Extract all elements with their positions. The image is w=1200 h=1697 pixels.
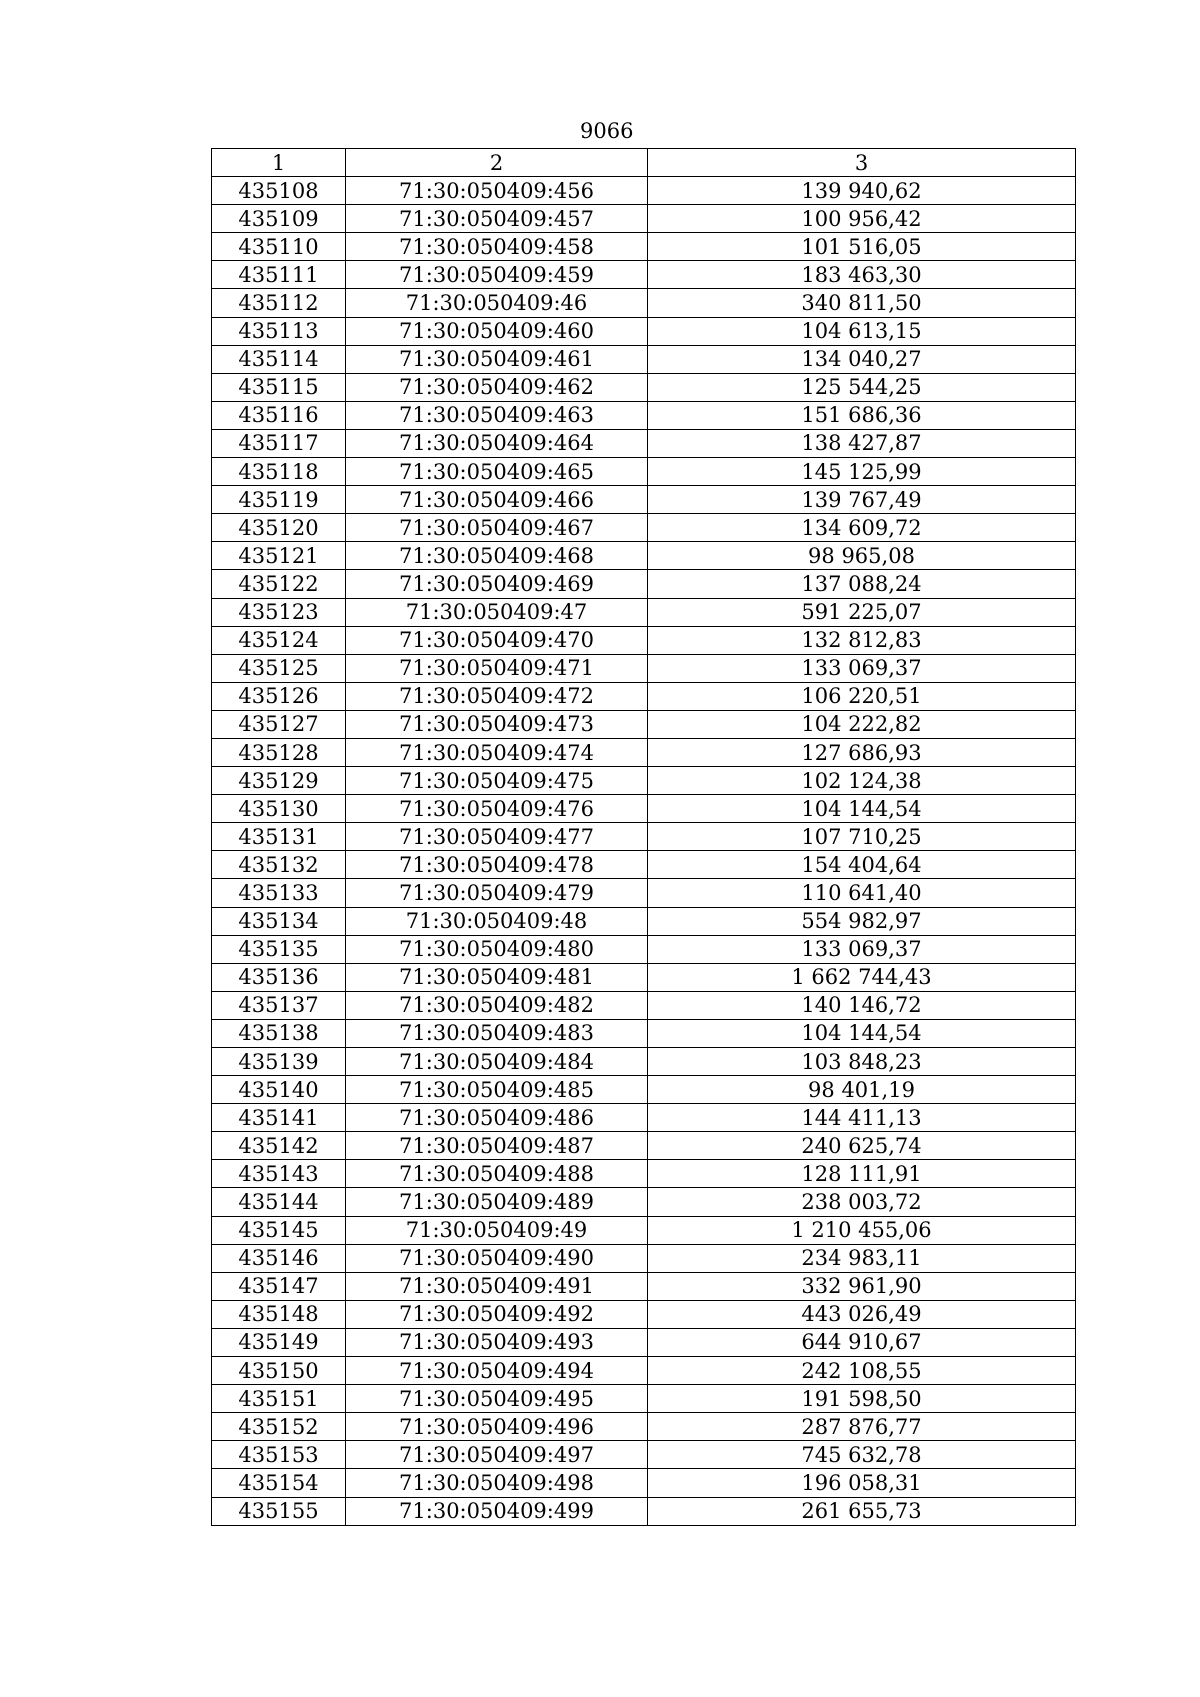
- table-row: [212, 935, 1076, 963]
- cadastral-number-cell: 71:30:050409:475: [346, 767, 648, 795]
- table-row: [212, 963, 1076, 991]
- table-row: [212, 1272, 1076, 1300]
- cadastral-number-cell: 71:30:050409:476: [346, 795, 648, 823]
- cadastral-value-cell: 110 641,40: [648, 879, 1076, 907]
- cadastral-number-cell: 71:30:050409:461: [346, 345, 648, 373]
- cadastral-number-cell: 71:30:050409:493: [346, 1328, 648, 1356]
- cadastral-number-cell: 71:30:050409:495: [346, 1385, 648, 1413]
- cadastral-number-cell: 71:30:050409:481: [346, 963, 648, 991]
- table-row: [212, 486, 1076, 514]
- row-number-cell: 435154: [212, 1469, 346, 1497]
- cadastral-value-cell: 261 655,73: [648, 1497, 1076, 1525]
- cadastral-value-cell: 554 982,97: [648, 907, 1076, 935]
- row-number-cell: 435113: [212, 317, 346, 345]
- cadastral-number-cell: 71:30:050409:490: [346, 1244, 648, 1272]
- cadastral-number-cell: 71:30:050409:487: [346, 1132, 648, 1160]
- cadastral-value-cell: 104 222,82: [648, 710, 1076, 738]
- row-number-cell: 435146: [212, 1244, 346, 1272]
- row-number-cell: 435116: [212, 401, 346, 429]
- cadastral-number-cell: 71:30:050409:46: [346, 289, 648, 317]
- cadastral-value-cell: 132 812,83: [648, 626, 1076, 654]
- row-number-cell: 435128: [212, 738, 346, 766]
- cadastral-value-cell: 104 613,15: [648, 317, 1076, 345]
- cadastral-number-cell: 71:30:050409:465: [346, 458, 648, 486]
- table-row: [212, 598, 1076, 626]
- cadastral-number-cell: 71:30:050409:463: [346, 401, 648, 429]
- cadastral-value-cell: 103 848,23: [648, 1048, 1076, 1076]
- row-number-cell: 435140: [212, 1076, 346, 1104]
- cadastral-number-cell: 71:30:050409:464: [346, 429, 648, 457]
- table-row: [212, 1300, 1076, 1328]
- table-body: [212, 177, 1076, 1526]
- cadastral-value-cell: 1 210 455,06: [648, 1216, 1076, 1244]
- table-row: [212, 429, 1076, 457]
- cadastral-value-cell: 127 686,93: [648, 738, 1076, 766]
- cadastral-number-cell: 71:30:050409:496: [346, 1413, 648, 1441]
- row-number-cell: 435155: [212, 1497, 346, 1525]
- cadastral-number-cell: 71:30:050409:478: [346, 851, 648, 879]
- table-row: [212, 654, 1076, 682]
- table-row: [212, 626, 1076, 654]
- cadastral-value-cell: 139 767,49: [648, 486, 1076, 514]
- cadastral-value-cell: 196 058,31: [648, 1469, 1076, 1497]
- cadastral-number-cell: 71:30:050409:469: [346, 570, 648, 598]
- table-row: [212, 1244, 1076, 1272]
- cadastral-number-cell: 71:30:050409:471: [346, 654, 648, 682]
- cadastral-value-cell: 104 144,54: [648, 795, 1076, 823]
- row-number-cell: 435153: [212, 1441, 346, 1469]
- cadastral-value-cell: 644 910,67: [648, 1328, 1076, 1356]
- row-number-cell: 435109: [212, 205, 346, 233]
- cadastral-number-cell: 71:30:050409:483: [346, 1019, 648, 1047]
- cadastral-value-cell: 133 069,37: [648, 935, 1076, 963]
- cadastral-number-cell: 71:30:050409:485: [346, 1076, 648, 1104]
- cadastral-value-cell: 102 124,38: [648, 767, 1076, 795]
- row-number-cell: 435147: [212, 1272, 346, 1300]
- row-number-cell: 435120: [212, 514, 346, 542]
- row-number-cell: 435134: [212, 907, 346, 935]
- table-row: [212, 289, 1076, 317]
- row-number-cell: 435136: [212, 963, 346, 991]
- cadastral-number-cell: 71:30:050409:458: [346, 233, 648, 261]
- cadastral-value-cell: 1 662 744,43: [648, 963, 1076, 991]
- column-header-2: 2: [346, 149, 648, 177]
- table-row: [212, 177, 1076, 205]
- table-row: [212, 1019, 1076, 1047]
- cadastral-value-cell: 332 961,90: [648, 1272, 1076, 1300]
- cadastral-number-cell: 71:30:050409:48: [346, 907, 648, 935]
- column-header-1: 1: [212, 149, 346, 177]
- row-number-cell: 435144: [212, 1188, 346, 1216]
- row-number-cell: 435135: [212, 935, 346, 963]
- table-row: [212, 1160, 1076, 1188]
- cadastral-value-cell: 745 632,78: [648, 1441, 1076, 1469]
- cadastral-value-cell: 591 225,07: [648, 598, 1076, 626]
- table-row: [212, 1132, 1076, 1160]
- row-number-cell: 435125: [212, 654, 346, 682]
- cadastral-number-cell: 71:30:050409:477: [346, 823, 648, 851]
- table-row: [212, 1188, 1076, 1216]
- table-row: [212, 1076, 1076, 1104]
- cadastral-value-cell: 234 983,11: [648, 1244, 1076, 1272]
- cadastral-number-cell: 71:30:050409:494: [346, 1357, 648, 1385]
- row-number-cell: 435133: [212, 879, 346, 907]
- cadastral-value-cell: 287 876,77: [648, 1413, 1076, 1441]
- table-row: [212, 710, 1076, 738]
- cadastral-number-cell: 71:30:050409:484: [346, 1048, 648, 1076]
- cadastral-number-cell: 71:30:050409:491: [346, 1272, 648, 1300]
- table-row: [212, 401, 1076, 429]
- row-number-cell: 435131: [212, 823, 346, 851]
- row-number-cell: 435139: [212, 1048, 346, 1076]
- table-row: [212, 1104, 1076, 1132]
- row-number-cell: 435126: [212, 682, 346, 710]
- row-number-cell: 435111: [212, 261, 346, 289]
- table-header: [212, 149, 1076, 177]
- row-number-cell: 435138: [212, 1019, 346, 1047]
- row-number-cell: 435124: [212, 626, 346, 654]
- cadastral-number-cell: 71:30:050409:462: [346, 373, 648, 401]
- row-number-cell: 435142: [212, 1132, 346, 1160]
- cadastral-value-cell: 137 088,24: [648, 570, 1076, 598]
- cadastral-value-cell: 151 686,36: [648, 401, 1076, 429]
- cadastral-value-cell: 340 811,50: [648, 289, 1076, 317]
- row-number-cell: 435110: [212, 233, 346, 261]
- cadastral-value-cell: 107 710,25: [648, 823, 1076, 851]
- row-number-cell: 435148: [212, 1300, 346, 1328]
- row-number-cell: 435119: [212, 486, 346, 514]
- cadastral-value-cell: 144 411,13: [648, 1104, 1076, 1132]
- table-row: [212, 823, 1076, 851]
- table-row: [212, 345, 1076, 373]
- row-number-cell: 435137: [212, 991, 346, 1019]
- row-number-cell: 435114: [212, 345, 346, 373]
- cadastral-number-cell: 71:30:050409:489: [346, 1188, 648, 1216]
- row-number-cell: 435149: [212, 1328, 346, 1356]
- cadastral-value-cell: 98 965,08: [648, 542, 1076, 570]
- row-number-cell: 435108: [212, 177, 346, 205]
- cadastral-number-cell: 71:30:050409:486: [346, 1104, 648, 1132]
- table-row: [212, 1216, 1076, 1244]
- cadastral-value-cell: 139 940,62: [648, 177, 1076, 205]
- cadastral-value-cell: 133 069,37: [648, 654, 1076, 682]
- cadastral-number-cell: 71:30:050409:480: [346, 935, 648, 963]
- row-number-cell: 435112: [212, 289, 346, 317]
- cadastral-value-cell: 443 026,49: [648, 1300, 1076, 1328]
- cadastral-number-cell: 71:30:050409:457: [346, 205, 648, 233]
- cadastral-value-cell: 101 516,05: [648, 233, 1076, 261]
- table-row: [212, 795, 1076, 823]
- table-row: [212, 1497, 1076, 1525]
- row-number-cell: 435129: [212, 767, 346, 795]
- cadastral-number-cell: 71:30:050409:474: [346, 738, 648, 766]
- cadastral-number-cell: 71:30:050409:492: [346, 1300, 648, 1328]
- cadastral-value-cell: 242 108,55: [648, 1357, 1076, 1385]
- table-row: [212, 1328, 1076, 1356]
- cadastral-value-cell: 100 956,42: [648, 205, 1076, 233]
- cadastral-number-cell: 71:30:050409:470: [346, 626, 648, 654]
- table-row: [212, 851, 1076, 879]
- cadastral-value-cell: 140 146,72: [648, 991, 1076, 1019]
- table-row: [212, 879, 1076, 907]
- cadastral-value-cell: 134 609,72: [648, 514, 1076, 542]
- cadastral-value-cell: 128 111,91: [648, 1160, 1076, 1188]
- row-number-cell: 435121: [212, 542, 346, 570]
- cadastral-number-cell: 71:30:050409:488: [346, 1160, 648, 1188]
- table-row: [212, 1357, 1076, 1385]
- table-row: [212, 1469, 1076, 1497]
- cadastral-number-cell: 71:30:050409:460: [346, 317, 648, 345]
- cadastral-number-cell: 71:30:050409:49: [346, 1216, 648, 1244]
- table-row: [212, 1413, 1076, 1441]
- table-row: [212, 1048, 1076, 1076]
- table-row: [212, 458, 1076, 486]
- cadastral-number-cell: 71:30:050409:459: [346, 261, 648, 289]
- table-row: [212, 542, 1076, 570]
- table-row: [212, 767, 1076, 795]
- table-row: [212, 682, 1076, 710]
- row-number-cell: 435145: [212, 1216, 346, 1244]
- table-row: [212, 317, 1076, 345]
- cadastral-value-cell: 98 401,19: [648, 1076, 1076, 1104]
- header-row: [212, 149, 1076, 177]
- table-row: [212, 233, 1076, 261]
- cadastral-number-cell: 71:30:050409:482: [346, 991, 648, 1019]
- cadastral-number-cell: 71:30:050409:456: [346, 177, 648, 205]
- column-header-3: 3: [648, 149, 1076, 177]
- row-number-cell: 435150: [212, 1357, 346, 1385]
- row-number-cell: 435127: [212, 710, 346, 738]
- cadastral-value-cell: 238 003,72: [648, 1188, 1076, 1216]
- table-row: [212, 373, 1076, 401]
- row-number-cell: 435123: [212, 598, 346, 626]
- cadastral-number-cell: 71:30:050409:467: [346, 514, 648, 542]
- cadastral-number-cell: 71:30:050409:479: [346, 879, 648, 907]
- table-row: [212, 261, 1076, 289]
- table-row: [212, 907, 1076, 935]
- table-row: [212, 738, 1076, 766]
- row-number-cell: 435117: [212, 429, 346, 457]
- cadastral-value-cell: 125 544,25: [648, 373, 1076, 401]
- cadastral-number-cell: 71:30:050409:47: [346, 598, 648, 626]
- page-number-text: 9066: [580, 119, 634, 143]
- cadastral-value-cell: 138 427,87: [648, 429, 1076, 457]
- row-number-cell: 435118: [212, 458, 346, 486]
- table-row: [212, 1385, 1076, 1413]
- row-number-cell: 435141: [212, 1104, 346, 1132]
- cadastral-number-cell: 71:30:050409:498: [346, 1469, 648, 1497]
- row-number-cell: 435115: [212, 373, 346, 401]
- table-row: [212, 205, 1076, 233]
- cadastral-number-cell: 71:30:050409:468: [346, 542, 648, 570]
- cadastral-value-cell: 154 404,64: [648, 851, 1076, 879]
- cadastral-value-cell: 134 040,27: [648, 345, 1076, 373]
- cadastral-value-cell: 191 598,50: [648, 1385, 1076, 1413]
- cadastral-number-cell: 71:30:050409:466: [346, 486, 648, 514]
- cadastral-value-cell: 104 144,54: [648, 1019, 1076, 1047]
- registry-table: [211, 148, 1076, 1526]
- row-number-cell: 435130: [212, 795, 346, 823]
- cadastral-number-cell: 71:30:050409:499: [346, 1497, 648, 1525]
- table-row: [212, 1441, 1076, 1469]
- cadastral-value-cell: 145 125,99: [648, 458, 1076, 486]
- cadastral-number-cell: 71:30:050409:472: [346, 682, 648, 710]
- row-number-cell: 435151: [212, 1385, 346, 1413]
- row-number-cell: 435132: [212, 851, 346, 879]
- row-number-cell: 435143: [212, 1160, 346, 1188]
- cadastral-value-cell: 240 625,74: [648, 1132, 1076, 1160]
- table-row: [212, 514, 1076, 542]
- cadastral-value-cell: 106 220,51: [648, 682, 1076, 710]
- cadastral-value-cell: 183 463,30: [648, 261, 1076, 289]
- cadastral-number-cell: 71:30:050409:473: [346, 710, 648, 738]
- row-number-cell: 435152: [212, 1413, 346, 1441]
- table-row: [212, 991, 1076, 1019]
- table-row: [212, 570, 1076, 598]
- cadastral-number-cell: 71:30:050409:497: [346, 1441, 648, 1469]
- row-number-cell: 435122: [212, 570, 346, 598]
